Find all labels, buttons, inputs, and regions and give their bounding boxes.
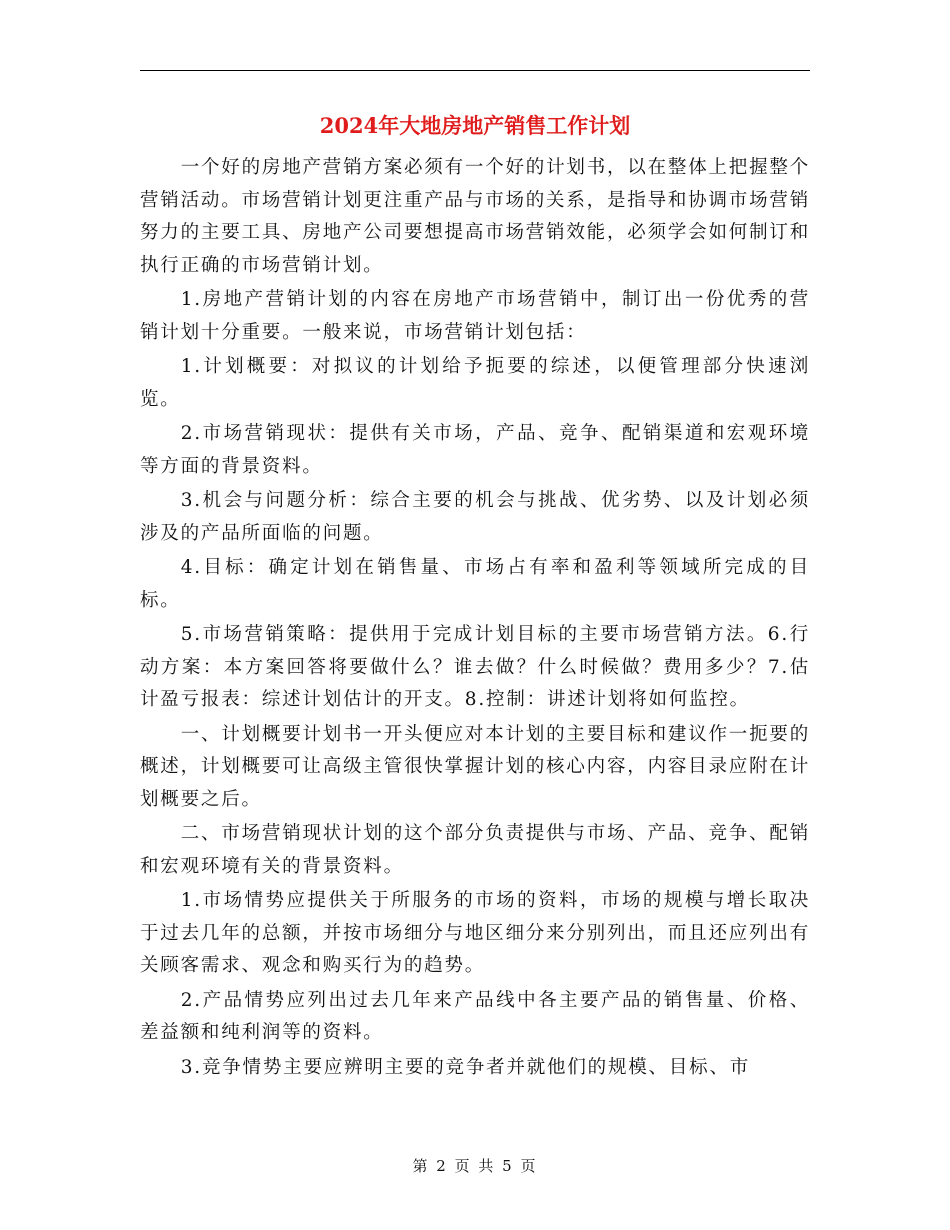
paragraph-plan-summary: 1.计划概要：对拟议的计划给予扼要的综述，以便管理部分快速浏览。: [140, 356, 810, 410]
paragraph-strategy: 5.市场营销策略：提供用于完成计划目标的主要市场营销方法。6.行动方案：本方案回答将要做什么？谁去做？什么时候做？费用多少？7.估计盈亏报表：综述计划估计的开支。8.控制：讲述计划将如何监控。: [140, 624, 810, 710]
paragraph-plan-content: 1.房地产营销计划的内容在房地产市场营销中，制订出一份优秀的营销计划十分重要。一般来说，市场营销计划包括：: [140, 289, 810, 343]
paragraph-intro: 一个好的房地产营销方案必须有一个好的计划书，以在整体上把握整个营销活动。市场营销计划更注重产品与市场的关系，是指导和协调市场营销努力的主要工具、房地产公司要想提高市场营销效能，必须学会如何制订和执行正确的市场营销计划。: [140, 157, 810, 276]
paragraph-competition-situation: 3.竞争情势主要应辨明主要的竞争者并就他们的规模、目标、市: [180, 1056, 751, 1078]
paragraph-opportunity-analysis: 3.机会与问题分析：综合主要的机会与挑战、优劣势、以及计划必须涉及的产品所面临的问题。: [140, 490, 810, 544]
document-body: [140, 152, 810, 1086]
paragraph-market-status: 2.市场营销现状：提供有关市场，产品、竞争、配销渠道和宏观环境等方面的背景资料。: [140, 423, 810, 477]
document-title: 2024年大地房地产销售工作计划: [319, 113, 631, 138]
paragraph-product-situation: 2.产品情势应列出过去几年来产品线中各主要产品的销售量、价格、差益额和纯利润等的资料。: [140, 989, 810, 1043]
page-number: 第 2 页 共 5 页: [412, 1157, 538, 1175]
paragraph-goals: 4.目标：确定计划在销售量、市场占有率和盈利等领域所完成的目标。: [140, 557, 810, 611]
paragraph-section-two: 二、市场营销现状计划的这个部分负责提供与市场、产品、竞争、配销和宏观环境有关的背景资料。: [140, 823, 810, 877]
paragraph-section-one: 一、计划概要计划书一开头便应对本计划的主要目标和建议作一扼要的概述，计划概要可让高级主管很快掌握计划的核心内容，内容目录应附在计划概要之后。: [140, 723, 810, 810]
header-rule: [140, 70, 810, 71]
paragraph-market-situation: 1.市场情势应提供关于所服务的市场的资料，市场的规模与增长取决于过去几年的总额，并按市场细分与地区细分来分别列出，而且还应列出有关顾客需求、观念和购买行为的趋势。: [140, 890, 810, 976]
